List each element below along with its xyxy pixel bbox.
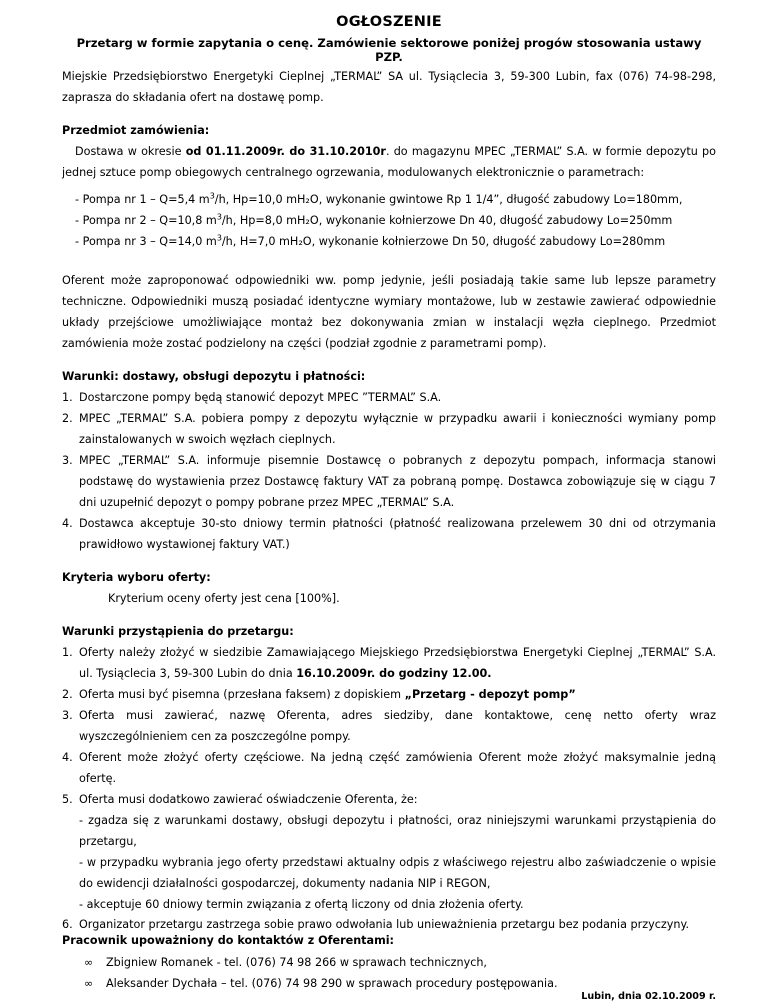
pump-item: - Pompa nr 3 – Q=14,0 $m^3/h$, H=7,0 mH₂O, wykonanie kołnierzowe Dn 50, długość zabudowy Lo=280mm (75, 233, 666, 248)
statement-item: - zgadza się z warunkami dostawy, obsługi depozytu i płatności, oraz niniejszymi warunkami przystąpienia do przetargu, (79, 814, 716, 848)
participation-list (62, 642, 716, 934)
statement-item: - akceptuje 60 dniowy termin związania z ofertą liczony od dnia złożenia oferty. (79, 898, 524, 911)
criteria-text: Kryterium oceny oferty jest cena [100%]. (108, 592, 340, 605)
subject-heading: Przedmiot zamówienia: (62, 124, 210, 137)
participation-heading: Warunki przystąpienia do przetargu: (62, 625, 294, 638)
list-item: 1. Dostarczone pompy będą stanowić depozyt MPEC ”TERMAL” S.A. (62, 391, 442, 404)
list-item: 6. Organizator przetargu zastrzega sobie prawo odwołania lub unieważnienia przetargu bez podania przyczyny. (62, 918, 690, 931)
conditions-heading: Warunki: dostawy, obsługi depozytu i płatności: (62, 370, 366, 383)
infinity-bullet-icon: ∞ (84, 977, 94, 990)
list-item: 5. Oferta musi dodatkowo zawierać oświadczenie Oferenta, że: - zgadza się z warunkami dostawy, obsługi depozytu i płatności, oraz niniejszymi warunkami przystąpienia do przetargu, - w przypadku wybrania jego oferty przedstawi aktualny odpis z właściwego rejestru albo zaświadczenie o wpisie do ewidencji działalności gospodarczej, dokumenty nadania NIP i REGON, - akceptuje 60 dniowy termin związania z ofertą liczony od dnia złożenia oferty. (62, 789, 716, 915)
list-item: 3. Oferta musi zawierać, nazwę Oferenta, adres siedziby, dane kontaktowe, cenę netto oferty wraz wyszczególnieniem cen za poszczególne pompy. (62, 709, 716, 743)
pump-item: - Pompa nr 2 – Q=10,8 $m^3/h$, Hp=8,0 mH₂O, wykonanie kołnierzowe Dn 40, długość zabudowy Lo=250mm (75, 212, 673, 227)
conditions-list (62, 387, 716, 555)
equivalents-paragraph: Oferent może zaproponować odpowiedniki ww. pomp jedynie, jeśli posiadają takie same lub lepsze parametry techniczne. Odpowiedniki muszą posiadać identyczne wymiary montażowe, lub w zestawie zawierać odpowiednie układy przejściowe umożliwiające montaż bez dokonywania zmian w instalacji węzła cieplnego. Przedmiot zamówienia może zostać podzielony na części (podział zgodnie z parametrami pomp). (62, 274, 716, 350)
contact-item: ∞ Aleksander Dychała – tel. (076) 74 98 290 w sprawach procedury postępowania. (62, 973, 716, 994)
subject-period: od 01.11.2009r. do 31.10.2010r (185, 145, 386, 158)
list-item: 3. MPEC „TERMAL” S.A. informuje pisemnie Dostawcę o pobranych z depozytu pompach, informacja stanowi podstawę do wystawienia przez Dostawcę faktury VAT za pobraną pompę. Dostawca zobowiązuje się w ciągu 7 dni uzupełnić depozyt o pompy pobrane przez MPEC „TERMAL” S.A. (62, 454, 716, 509)
contacts-heading: Pracownik upoważniony do kontaktów z Oferentami: (62, 934, 395, 947)
list-item: 4. Dostawca akceptuje 30-sto dniowy termin płatności (płatność realizowana przelewem 30 dni od otrzymania prawidłowo wystawionej faktury VAT.) (62, 517, 716, 551)
list-item: 2. Oferta musi być pisemna (przesłana faksem) z dopiskiem „Przetarg - depozyt pomp” (62, 688, 576, 701)
document-subtitle: Przetarg w formie zapytania o cenę. Zamówienie sektorowe poniżej progów stosowania ustawy PZP. (76, 36, 702, 64)
list-item: 2. MPEC „TERMAL” S.A. pobiera pompy z depozytu wyłącznie w przypadku awarii i konieczności wymiany pomp zainstalowanych w swoich węzłach cieplnych. (62, 412, 716, 446)
pump-list (62, 189, 716, 252)
contacts-list (62, 952, 716, 994)
list-item: 1. Oferty należy złożyć w siedzibie Zamawiającego Miejskiego Przedsiębiorstwa Energetyki Cieplnej „TERMAL” S.A. ul. Tysiąclecia 3, 59-300 Lubin do dnia 16.10.2009r. do godziny 12.00. (62, 646, 716, 680)
subject-paragraph (62, 141, 716, 183)
subject-text-a: Dostawa w okresie (75, 145, 186, 158)
statement-item: - w przypadku wybrania jego oferty przedstawi aktualny odpis z właściwego rejestru albo zaświadczenie o wpisie do ewidencji działalności gospodarczej, dokumenty nadania NIP i REGON, (79, 856, 716, 890)
place-date-signoff: Lubin, dnia 02.10.2009 r. (581, 991, 716, 1002)
subject-text-c: . do magazynu MPEC „TERMAL” S.A. w formie depozytu po jednej sztuce pomp obiegowych centralnego ogrzewania, modulowanych elektronicznie o parametrach: (62, 145, 716, 179)
pump-item: - Pompa nr 1 – Q=5,4 $m^3/h$, Hp=10,0 mH₂O, wykonanie gwintowe Rp 1 1/4”, długość zabudowy Lo=180mm, (75, 191, 683, 206)
document-page (62, 14, 716, 1004)
infinity-bullet-icon: ∞ (84, 956, 94, 969)
document-title: OGŁOSZENIE (336, 14, 442, 30)
intro-paragraph: Miejskie Przedsiębiorstwo Energetyki Cieplnej „TERMAL” SA ul. Tysiąclecia 3, 59-300 Lubin, fax (076) 74-98-298, zaprasza do składania ofert na dostawę pomp. (62, 70, 716, 104)
contact-item: ∞ Zbigniew Romanek - tel. (076) 74 98 266 w sprawach technicznych, (62, 952, 716, 973)
criteria-heading: Kryteria wyboru oferty: (62, 571, 211, 584)
list-item: 4. Oferent może złożyć oferty częściowe. Na jedną część zamówienia Oferent może złożyć maksymalnie jedną ofertę. (62, 751, 716, 785)
